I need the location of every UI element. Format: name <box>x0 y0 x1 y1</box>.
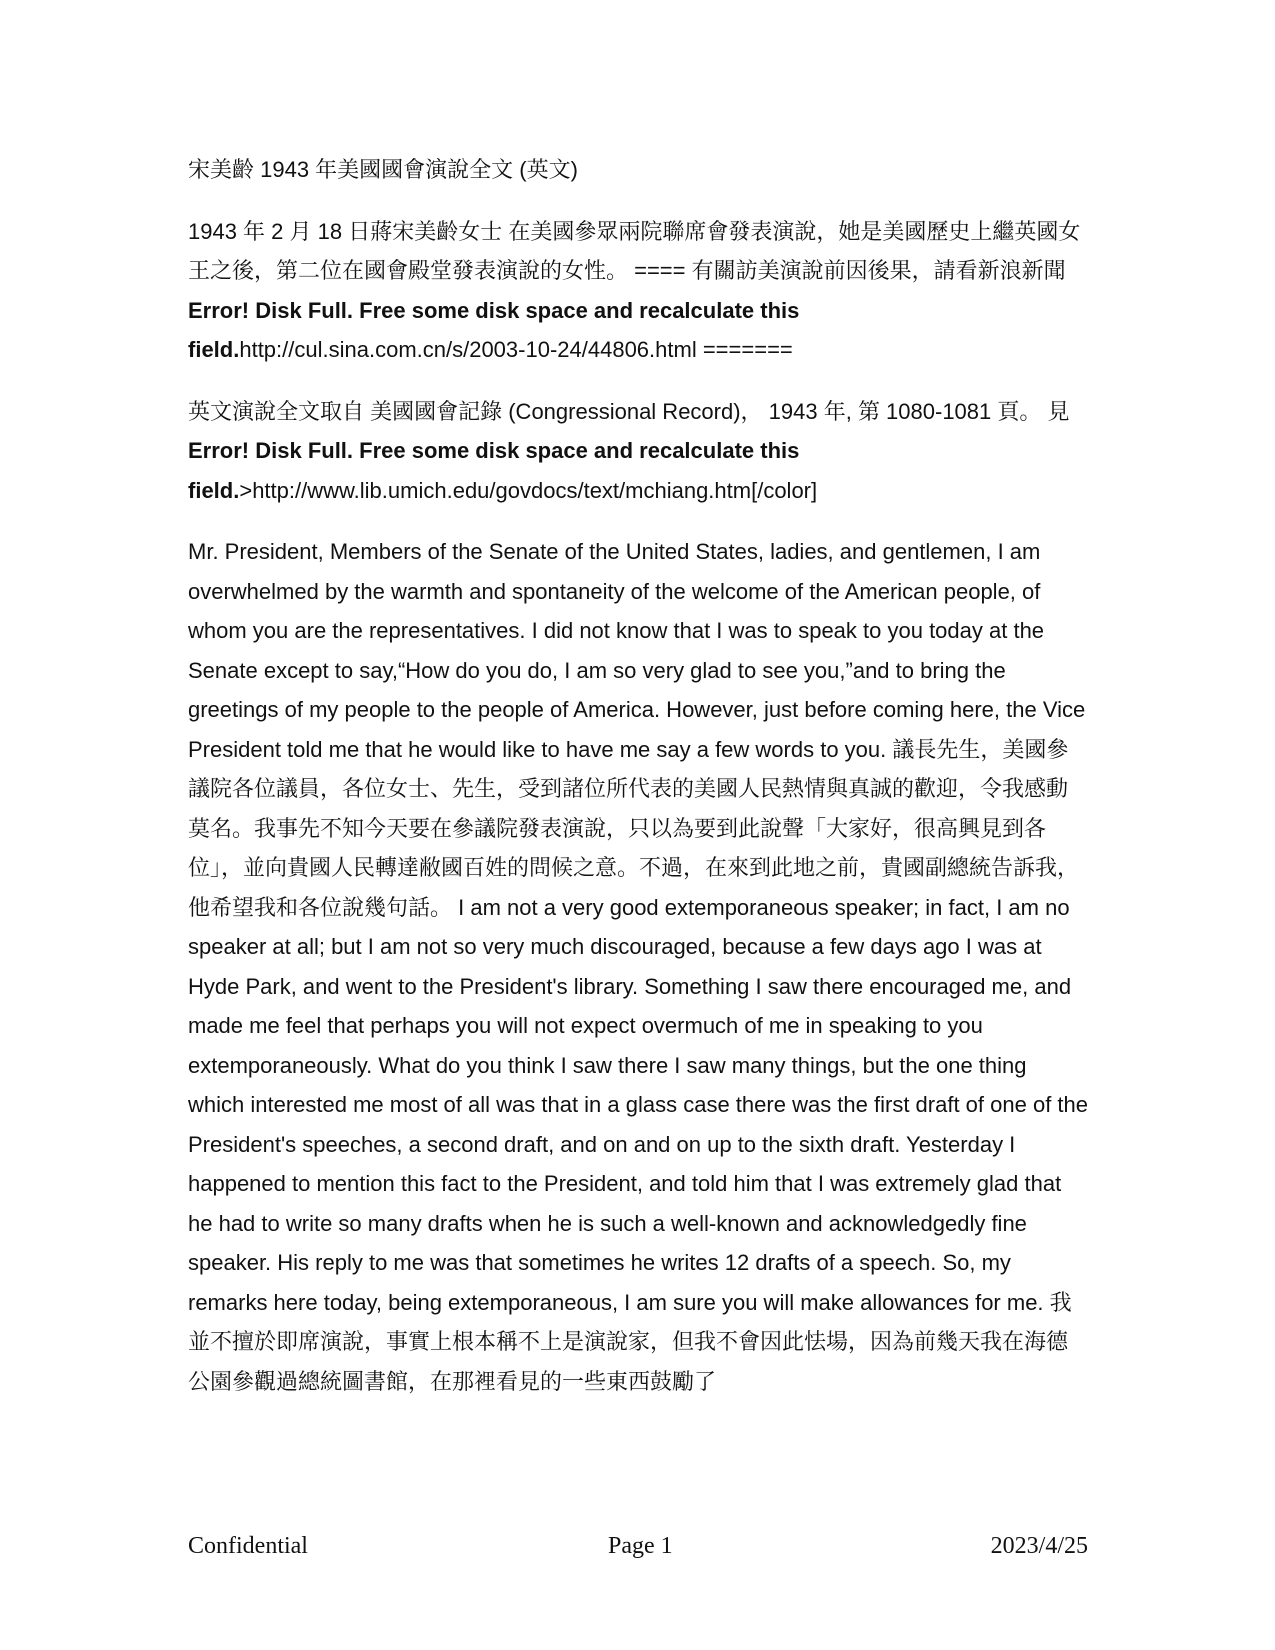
sina-news-link[interactable]: http://cul.sina.com.cn/s/2003-10-24/44806.html ======= <box>239 337 793 362</box>
footer-date: 2023/4/25 <box>990 1533 1088 1559</box>
source-paragraph <box>188 392 1088 511</box>
field-error-text: Error! Disk Full. Free some disk space and recalculate this field. <box>188 297 800 362</box>
field-error-text: Error! Disk Full. Free some disk space and recalculate this field. <box>188 438 800 503</box>
source-text: 英文演說全文取自 美國國會記錄 (Congressional Record)， 1943 年, 第 1080-1081 頁。 見 <box>188 398 1070 424</box>
page-footer <box>188 1533 1088 1569</box>
document-title: 宋美齡 1943 年美國國會演說全文 (英文) <box>188 157 578 182</box>
speech-paragraph: Mr. President, Members of the Senate of the United States, ladies, and gentlemen, I am overwhelmed by the warmth and spontaneity of the welcome of the American people, of whom you are the representatives. I did not know that I was to speak to you today at the Senate except to say,“How do you do, I am so very glad to see you,”and to bring the greetings of my people to the people of America. However, just before coming here, the Vice President told me that he would like to have me say a few words to you. 議長先生，美國參議院各位議員，各位女士、先生，受到諸位所代表的美國人民熱情與真誠的歡迎，令我感動莫名。我事先不知今天要在參議院發表演說，只以為要到此說聲「大家好，很高興見到各位」，並向貴國人民轉達敝國百姓的問候之意。不過，在來到此地之前，貴國副總統告訴我，他希望我和各位說幾句話。 I am not a very good extemporaneous speaker; in fact, I am no speaker at all; but I am not so very much discouraged, because a few days ago I was at Hyde Park, and went to the President's library. Something I saw there encouraged me, and made me feel that perhaps you will not expect overmuch of me in speaking to you extemporaneously. What do you think I saw there I saw many things, but the one thing which interested me most of all was that in a glass case there was the first draft of one of the President's speeches, a second draft, and on and on up to the sixth draft. Yesterday I happened to mention this fact to the President, and told him that I was extremely glad that he had to write so many drafts when he is such a well-known and acknowledgedly fine speaker. His reply to me was that sometimes he writes 12 drafts of a speech. So, my remarks here today, being extemporaneous, I am sure you will make allowances for me. 我並不擅於即席演說，事實上根本稱不上是演說家，但我不會因此怯場，因為前幾天我在海德公園參觀過總統圖書館，在那裡看見的一些東西鼓勵了 <box>188 539 1089 1394</box>
intro-paragraph <box>188 212 1088 370</box>
footer-confidential: Confidential <box>188 1533 308 1559</box>
footer-page-number: Page 1 <box>608 1533 673 1559</box>
document-body <box>188 150 1088 1401</box>
intro-text: 1943 年 2 月 18 日蔣宋美齡女士 在美國參眾兩院聯席會發表演說，她是美國歷史上繼英國女王之後，第二位在國會殿堂發表演說的女性。 ==== 有關訪美演說前因後果，請看新浪新聞 <box>188 218 1081 283</box>
umich-link[interactable]: >http://www.lib.umich.edu/govdocs/text/mchiang.htm[/color] <box>239 477 818 503</box>
